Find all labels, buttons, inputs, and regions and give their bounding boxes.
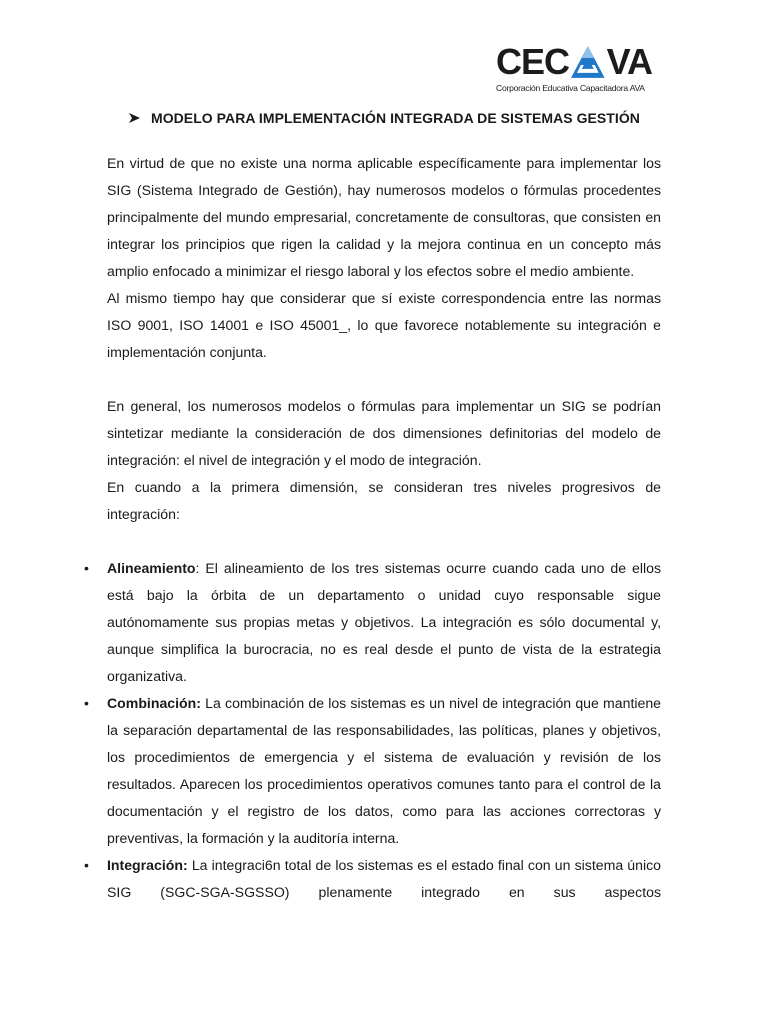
list-item-alineamiento — [84, 555, 661, 690]
paragraph-spacer — [107, 366, 661, 393]
term-separator: : — [195, 560, 206, 576]
level-description: El alineamiento de los tres sistemas ocurre cuando cada uno de ellos está bajo la órbita de un departamento o unidad cuyo responsable sigue autónomamente sus propias metas y objetivos. La integración es sólo documental y, aunque simplifica la burocracia, no es real desde el punto de vista de la estrategia organizativa. — [107, 560, 661, 684]
bullet-icon: • — [84, 857, 89, 873]
arrow-bullet-icon — [128, 112, 141, 124]
document-body — [84, 150, 662, 906]
level-term: Integración: — [107, 857, 188, 873]
level-term: Alineamiento — [107, 560, 196, 576]
level-term: Combinación: — [107, 695, 201, 711]
logo-brand-left: CEC — [496, 41, 570, 82]
integration-levels-list — [84, 555, 662, 906]
logo-triangle-icon — [570, 45, 606, 79]
level-description: La combinación de los sistemas es un nivel de integración que mantiene la separación departamental de las responsabilidades, las políticas, planes y objetivos, los procedimientos de emergencia y el sistema de evaluación y revisión de los resultados. Aparecen los procedimientos operativos comunes tanto para el control de la documentación y el registro de los datos, como para las acciones correctoras y preventivas, la formación y la auditoría interna. — [107, 695, 662, 846]
logo-brand-right: VA — [606, 41, 652, 82]
cecava-logo — [496, 42, 652, 93]
bullet-icon: • — [84, 695, 89, 711]
body-paragraph: En general, los numerosos modelos o fórmulas para implementar un SIG se podrían sintetizar mediante la consideración de dos dimensiones definitorias del modelo de integración: el nivel de integración y el modo de integración. — [107, 398, 661, 468]
list-item-combinacion — [84, 690, 662, 852]
section-heading — [128, 110, 640, 126]
level-description: La integraci6n total de los sistemas es el estado final con un sistema único SIG (SGC-SGA-SGSSO) plenamente integrado en sus aspectos — [107, 857, 661, 900]
body-paragraph: En cuando a la primera dimensión, se consideran tres niveles progresivos de integración: — [107, 479, 661, 522]
list-item-integracion — [84, 852, 661, 906]
section-heading-text: MODELO PARA IMPLEMENTACIÓN INTEGRADA DE SISTEMAS GESTIÓN — [151, 110, 640, 126]
bullet-icon: • — [84, 560, 89, 576]
body-paragraph: Al mismo tiempo hay que considerar que sí existe correspondencia entre las normas ISO 9001, ISO 14001 e ISO 45001_, lo que favorece notablemente su integración e implementación conjunta. — [107, 290, 661, 360]
logo-wordmark — [496, 42, 652, 82]
paragraph-spacer — [107, 528, 661, 555]
body-paragraph: En virtud de que no existe una norma aplicable específicamente para implementar los SIG (Sistema Integrado de Gestión), hay numerosos modelos o fórmulas procedentes principalmente del mundo empresarial, concretamente de consultoras, que consisten en integrar los principios que rigen la calidad y la mejora continua en un concepto más amplio enfocado a minimizar el riesgo laboral y los efectos sobre el medio ambiente. — [107, 155, 661, 279]
logo-tagline: Corporación Educativa Capacitadora AVA — [496, 83, 645, 93]
